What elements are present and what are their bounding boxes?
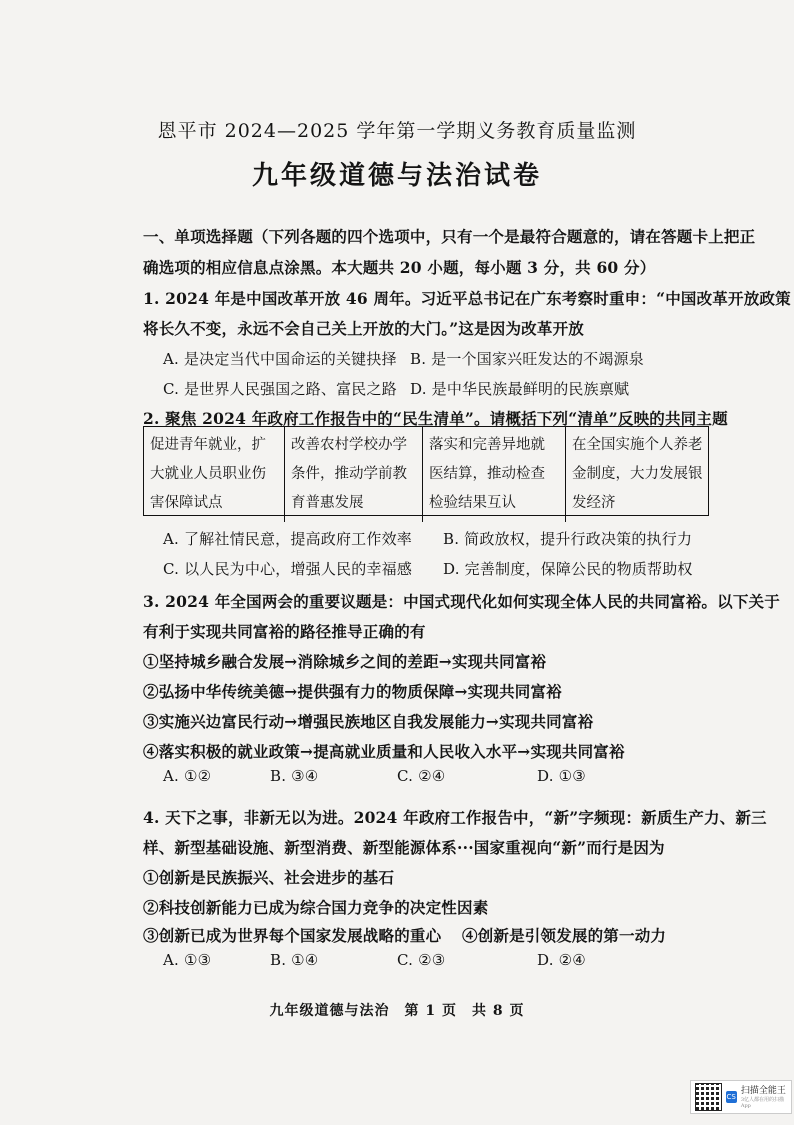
- section-instructions-line2: 确选项的相应信息点涂黑。本大题共 20 小题，每小题 3 分，共 60 分）: [143, 258, 656, 277]
- q3-stem-line1: 3. 2024 年全国两会的重要议题是：中国式现代化如何实现全体人民的共同富裕。以下关于: [143, 592, 780, 611]
- q4-option-d: D. ②④: [537, 951, 586, 969]
- q3-statement-2: ②弘扬中华传统美德→提供强有力的物质保障→实现共同富裕: [143, 682, 562, 701]
- q2-table-cell-2: 改善农村学校办学条件，推动学前教育普惠发展: [285, 427, 423, 522]
- q2-table-cell-1: 促进青年就业，扩大就业人员职业伤害保障试点: [144, 427, 285, 522]
- watermark-sub: 3亿人都在用的扫描App: [740, 1096, 785, 1109]
- q2-option-d: D. 完善制度，保障公民的物质帮助权: [443, 560, 693, 578]
- watermark-brand: 扫描全能王: [740, 1085, 786, 1096]
- q2-table-cell-4: 在全国实施个人养老金制度，大力发展银发经济: [572, 437, 703, 511]
- q3-statement-3: ③实施兴边富民行动→增强民族地区自我发展能力→实现共同富裕: [143, 712, 594, 731]
- q4-stem-line2: 样、新型基础设施、新型消费、新型能源体系···国家重视向“新”而行是因为: [143, 838, 665, 857]
- q4-statement-4: ④创新是引领发展的第一动力: [462, 926, 667, 945]
- exam-title-line1: 恩平市 2024—2025 学年第一学期义务教育质量监测: [157, 120, 637, 142]
- q3-statement-1: ①坚持城乡融合发展→消除城乡之间的差距→实现共同富裕: [143, 652, 547, 671]
- q1-option-c: C. 是世界人民强国之路、富民之路: [163, 380, 397, 398]
- q1-option-d: D. 是中华民族最鲜明的民族禀赋: [410, 380, 630, 398]
- page-footer: 九年级道德与法治 第 1 页 共 8 页: [269, 1003, 525, 1019]
- q4-option-a: A. ①③: [163, 951, 212, 969]
- watermark-text: [741, 1086, 791, 1109]
- q3-statement-4: ④落实积极的就业政策→提高就业质量和人民收入水平→实现共同富裕: [143, 742, 625, 761]
- q2-stem: 2. 聚焦 2024 年政府工作报告中的“民生清单”。请概括下列“清单”反映的共同主题: [143, 409, 728, 428]
- section-instructions-line1: 一、单项选择题（下列各题的四个选项中，只有一个是最符合题意的，请在答题卡上把正: [143, 227, 756, 246]
- q4-option-b: B. ①④: [270, 951, 319, 969]
- q3-option-a: A. ①②: [163, 767, 212, 785]
- q4-stem-line1: 4. 天下之事，非新无以为进。2024 年政府工作报告中，“新”字频现：新质生产力、新三: [143, 808, 767, 827]
- q1-option-a: A. 是决定当代中国命运的关键抉择: [163, 350, 397, 368]
- q4-option-c: C. ②③: [397, 951, 446, 969]
- q2-table-cell-3: 落实和完善异地就医结算，推动检查检验结果互认: [423, 427, 566, 522]
- q4-statement-1: ①创新是民族振兴、社会进步的基石: [143, 868, 395, 887]
- scanner-watermark: [690, 1080, 792, 1114]
- q4-statement-3: ③创新已成为世界每个国家发展战略的重心: [143, 926, 442, 945]
- q2-table: [143, 426, 709, 516]
- q1-option-b: B. 是一个国家兴旺发达的不竭源泉: [410, 350, 644, 368]
- q3-option-c: C. ②④: [397, 767, 446, 785]
- q3-option-b: B. ③④: [270, 767, 319, 785]
- q3-option-d: D. ①③: [537, 767, 586, 785]
- q2-option-c: C. 以人民为中心，增强人民的幸福感: [163, 560, 413, 578]
- camscanner-logo-icon: CS: [726, 1093, 736, 1101]
- exam-title-line2: 九年级道德与法治试卷: [251, 161, 542, 191]
- q2-option-a: A. 了解社情民意，提高政府工作效率: [163, 530, 412, 548]
- q4-statement-2: ②科技创新能力已成为综合国力竞争的决定性因素: [143, 898, 489, 917]
- q3-stem-line2: 有利于实现共同富裕的路径推导正确的有: [143, 622, 426, 641]
- q1-stem-line1: 1. 2024 年是中国改革开放 46 周年。习近平总书记在广东考察时重申：“中国改革开放政策: [143, 289, 791, 308]
- qr-code-icon: [695, 1083, 722, 1111]
- q1-stem-line2: 将长久不变，永远不会自己关上开放的大门。”这是因为改革开放: [143, 319, 584, 338]
- q2-option-b: B. 简政放权，提升行政决策的执行力: [443, 530, 693, 548]
